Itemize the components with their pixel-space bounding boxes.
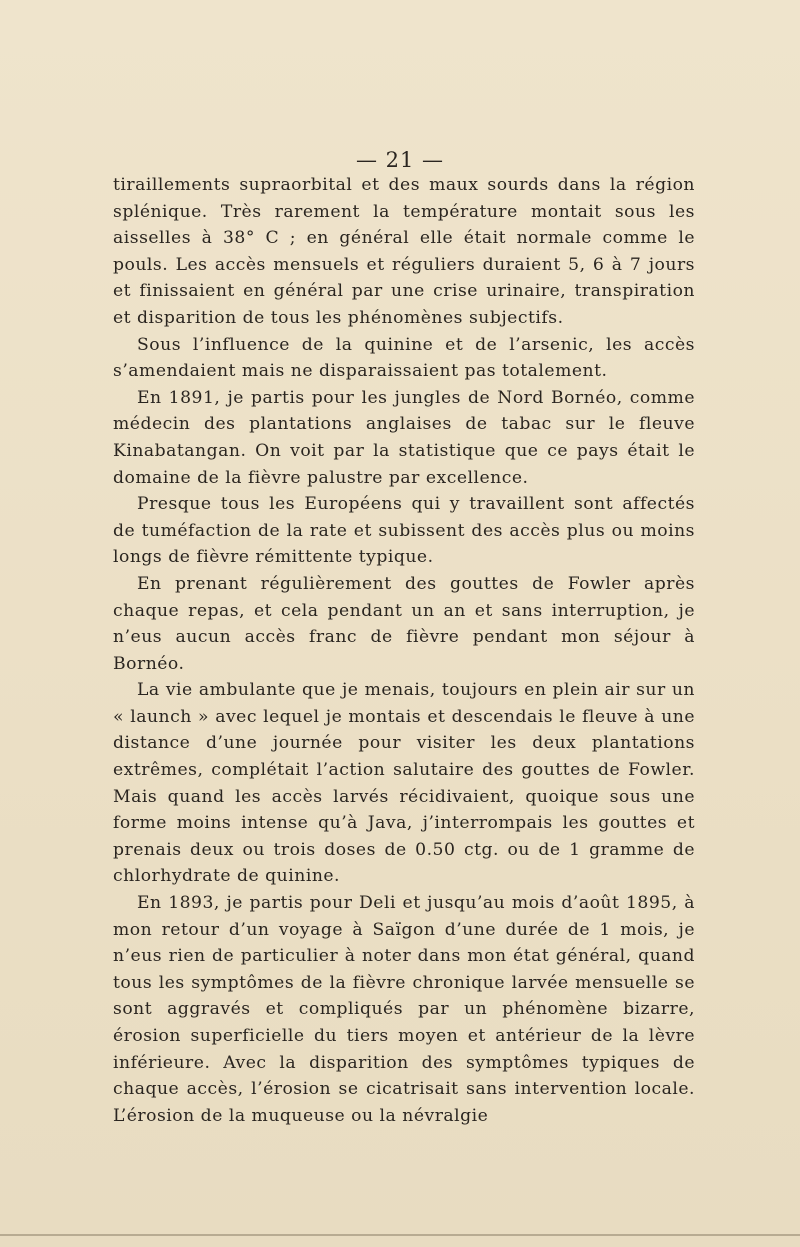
paragraph: tiraillements supraorbital et des maux sourds dans la région splénique. Très rarement la température montait sous les aisselles à 38° C ; en général elle était normale comme le pouls. Les accès mensuels et réguliers duraient 5, 6 à 7 jours et finissaient en général par une crise urinaire, transpiration et disparition de tous les phénomènes subjectifs. (113, 175, 695, 328)
body-text (113, 172, 695, 1129)
paragraph: Presque tous les Européens qui y travaillent sont affectés de tuméfaction de la rate et subissent des accès plus ou moins longs de fièvre rémittente typique. (113, 494, 695, 568)
page-number: — 21 — (355, 148, 445, 172)
page-edge-rule (0, 1234, 800, 1236)
paragraph: En 1891, je partis pour les jungles de Nord Bornéo, comme médecin des plantations anglaises de tabac sur le fleuve Kinabatangan. On voit par la statistique que ce pays était le domaine de la fièvre palustre par excellence. (113, 387, 695, 488)
paragraph: En prenant régulièrement des gouttes de Fowler après chaque repas, et cela pendant un an et sans interruption, je n’eus aucun accès franc de fièvre pendant mon séjour à Bornéo. (113, 573, 695, 674)
paragraph: Sous l’influence de la quinine et de l’arsenic, les accès s’amendaient mais ne disparaissaient pas totalement. (113, 334, 695, 382)
paragraph: La vie ambulante que je menais, toujours en plein air sur un « launch » avec lequel je montais et descendais le fleuve à une distance d’une journée pour visiter les deux plantations extrêmes, complétait l’action salutaire des gouttes de Fowler. Mais quand les accès larvés récidivaient, quoique sous une forme moins intense qu’à Java, j’interrompais les gouttes et prenais deux ou trois doses de 0.50 ctg. ou de 1 gramme de chlorhydrate de quinine. (113, 680, 695, 887)
paragraph: En 1893, je partis pour Deli et jusqu’au mois d’août 1895, à mon retour d’un voyage à Saïgon d’une durée de 1 mois, je n’eus rien de particulier à noter dans mon état général, quand tous les symptômes de la fièvre chronique larvée mensuelle se sont aggravés et compliqués par un phénomène bizarre, érosion superficielle du tiers moyen et antérieur de la lèvre inférieure. Avec la disparition des symptômes typiques de chaque accès, l’érosion se cicatrisait sans intervention locale. L’érosion de la muqueuse ou la névralgie (113, 893, 695, 1126)
